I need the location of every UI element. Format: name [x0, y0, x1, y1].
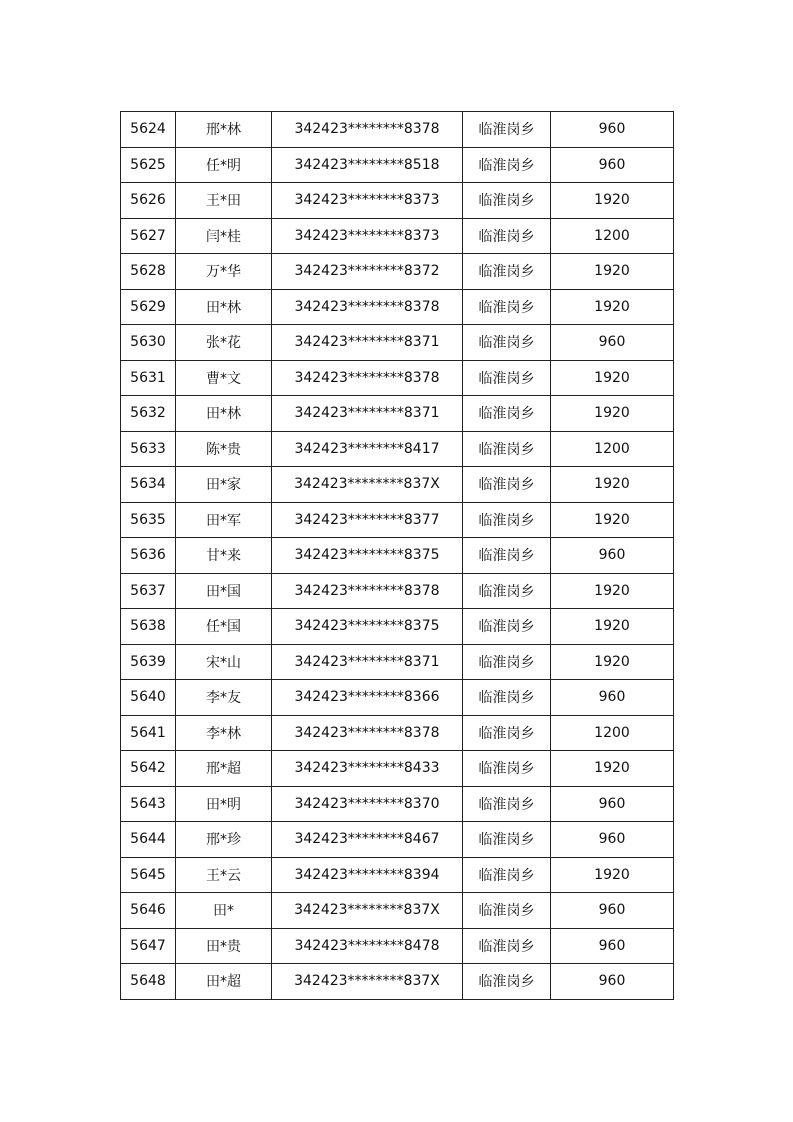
- row-number-cell: 5638: [121, 609, 176, 645]
- row-number-cell: 5632: [121, 396, 176, 432]
- amount-cell: 960: [551, 112, 674, 148]
- person-name-cell: 邢*超: [176, 751, 272, 787]
- id-number-cell: 342423********8371: [272, 325, 463, 361]
- township-cell: 临淮岗乡: [463, 431, 551, 467]
- row-number-cell: 5631: [121, 360, 176, 396]
- amount-cell: 1920: [551, 644, 674, 680]
- person-name-cell: 田*林: [176, 289, 272, 325]
- row-number-cell: 5630: [121, 325, 176, 361]
- person-name-cell: 闫*桂: [176, 218, 272, 254]
- records-table: [120, 111, 674, 1000]
- row-number-cell: 5639: [121, 644, 176, 680]
- person-name-cell: 甘*来: [176, 538, 272, 574]
- row-number-cell: 5647: [121, 928, 176, 964]
- table-row: [121, 822, 674, 858]
- id-number-cell: 342423********8370: [272, 786, 463, 822]
- township-cell: 临淮岗乡: [463, 325, 551, 361]
- id-number-cell: 342423********8378: [272, 715, 463, 751]
- amount-cell: 1920: [551, 467, 674, 503]
- person-name-cell: 任*国: [176, 609, 272, 645]
- township-cell: 临淮岗乡: [463, 360, 551, 396]
- id-number-cell: 342423********8366: [272, 680, 463, 716]
- table-row: [121, 218, 674, 254]
- id-number-cell: 342423********8373: [272, 218, 463, 254]
- amount-cell: 960: [551, 928, 674, 964]
- table-row: [121, 183, 674, 219]
- table-row: [121, 786, 674, 822]
- person-name-cell: 宋*山: [176, 644, 272, 680]
- person-name-cell: 曹*文: [176, 360, 272, 396]
- records-table-body: [121, 112, 674, 1000]
- person-name-cell: 王*云: [176, 857, 272, 893]
- amount-cell: 1200: [551, 715, 674, 751]
- id-number-cell: 342423********8372: [272, 254, 463, 290]
- amount-cell: 1920: [551, 609, 674, 645]
- id-number-cell: 342423********8375: [272, 609, 463, 645]
- township-cell: 临淮岗乡: [463, 218, 551, 254]
- id-number-cell: 342423********837X: [272, 964, 463, 1000]
- id-number-cell: 342423********8378: [272, 573, 463, 609]
- table-row: [121, 147, 674, 183]
- township-cell: 临淮岗乡: [463, 822, 551, 858]
- id-number-cell: 342423********8378: [272, 289, 463, 325]
- table-row: [121, 325, 674, 361]
- amount-cell: 960: [551, 822, 674, 858]
- row-number-cell: 5640: [121, 680, 176, 716]
- township-cell: 临淮岗乡: [463, 183, 551, 219]
- row-number-cell: 5641: [121, 715, 176, 751]
- person-name-cell: 万*华: [176, 254, 272, 290]
- row-number-cell: 5636: [121, 538, 176, 574]
- amount-cell: 1200: [551, 218, 674, 254]
- table-row: [121, 715, 674, 751]
- township-cell: 临淮岗乡: [463, 644, 551, 680]
- row-number-cell: 5637: [121, 573, 176, 609]
- table-row: [121, 360, 674, 396]
- township-cell: 临淮岗乡: [463, 147, 551, 183]
- id-number-cell: 342423********8394: [272, 857, 463, 893]
- id-number-cell: 342423********8467: [272, 822, 463, 858]
- amount-cell: 1920: [551, 254, 674, 290]
- id-number-cell: 342423********8478: [272, 928, 463, 964]
- person-name-cell: 陈*贵: [176, 431, 272, 467]
- table-row: [121, 112, 674, 148]
- row-number-cell: 5643: [121, 786, 176, 822]
- row-number-cell: 5634: [121, 467, 176, 503]
- township-cell: 临淮岗乡: [463, 893, 551, 929]
- table-row: [121, 751, 674, 787]
- amount-cell: 960: [551, 964, 674, 1000]
- row-number-cell: 5629: [121, 289, 176, 325]
- table-row: [121, 573, 674, 609]
- table-row: [121, 609, 674, 645]
- amount-cell: 960: [551, 325, 674, 361]
- table-row: [121, 431, 674, 467]
- table-row: [121, 502, 674, 538]
- row-number-cell: 5646: [121, 893, 176, 929]
- person-name-cell: 田*贵: [176, 928, 272, 964]
- amount-cell: 960: [551, 538, 674, 574]
- township-cell: 临淮岗乡: [463, 964, 551, 1000]
- township-cell: 临淮岗乡: [463, 573, 551, 609]
- township-cell: 临淮岗乡: [463, 609, 551, 645]
- row-number-cell: 5628: [121, 254, 176, 290]
- row-number-cell: 5624: [121, 112, 176, 148]
- township-cell: 临淮岗乡: [463, 396, 551, 432]
- township-cell: 临淮岗乡: [463, 538, 551, 574]
- person-name-cell: 邢*林: [176, 112, 272, 148]
- township-cell: 临淮岗乡: [463, 289, 551, 325]
- amount-cell: 1920: [551, 502, 674, 538]
- person-name-cell: 田*超: [176, 964, 272, 1000]
- id-number-cell: 342423********8378: [272, 112, 463, 148]
- row-number-cell: 5626: [121, 183, 176, 219]
- township-cell: 临淮岗乡: [463, 786, 551, 822]
- person-name-cell: 田*: [176, 893, 272, 929]
- amount-cell: 1920: [551, 360, 674, 396]
- person-name-cell: 田*家: [176, 467, 272, 503]
- table-row: [121, 538, 674, 574]
- township-cell: 临淮岗乡: [463, 715, 551, 751]
- table-row: [121, 396, 674, 432]
- amount-cell: 960: [551, 680, 674, 716]
- person-name-cell: 邢*珍: [176, 822, 272, 858]
- id-number-cell: 342423********8378: [272, 360, 463, 396]
- row-number-cell: 5625: [121, 147, 176, 183]
- township-cell: 临淮岗乡: [463, 467, 551, 503]
- township-cell: 临淮岗乡: [463, 928, 551, 964]
- person-name-cell: 王*田: [176, 183, 272, 219]
- row-number-cell: 5648: [121, 964, 176, 1000]
- person-name-cell: 田*林: [176, 396, 272, 432]
- table-row: [121, 467, 674, 503]
- township-cell: 临淮岗乡: [463, 680, 551, 716]
- person-name-cell: 任*明: [176, 147, 272, 183]
- id-number-cell: 342423********8375: [272, 538, 463, 574]
- id-number-cell: 342423********8377: [272, 502, 463, 538]
- township-cell: 临淮岗乡: [463, 502, 551, 538]
- table-row: [121, 928, 674, 964]
- person-name-cell: 李*友: [176, 680, 272, 716]
- amount-cell: 1920: [551, 396, 674, 432]
- table-row: [121, 857, 674, 893]
- row-number-cell: 5642: [121, 751, 176, 787]
- amount-cell: 1920: [551, 573, 674, 609]
- amount-cell: 960: [551, 786, 674, 822]
- row-number-cell: 5627: [121, 218, 176, 254]
- amount-cell: 960: [551, 147, 674, 183]
- amount-cell: 1920: [551, 751, 674, 787]
- id-number-cell: 342423********8371: [272, 644, 463, 680]
- id-number-cell: 342423********8433: [272, 751, 463, 787]
- table-row: [121, 254, 674, 290]
- township-cell: 临淮岗乡: [463, 857, 551, 893]
- table-row: [121, 680, 674, 716]
- person-name-cell: 李*林: [176, 715, 272, 751]
- amount-cell: 1920: [551, 183, 674, 219]
- row-number-cell: 5635: [121, 502, 176, 538]
- township-cell: 临淮岗乡: [463, 112, 551, 148]
- id-number-cell: 342423********8371: [272, 396, 463, 432]
- amount-cell: 960: [551, 893, 674, 929]
- person-name-cell: 田*军: [176, 502, 272, 538]
- amount-cell: 1920: [551, 857, 674, 893]
- row-number-cell: 5644: [121, 822, 176, 858]
- id-number-cell: 342423********837X: [272, 467, 463, 503]
- table-row: [121, 964, 674, 1000]
- person-name-cell: 田*明: [176, 786, 272, 822]
- id-number-cell: 342423********837X: [272, 893, 463, 929]
- township-cell: 临淮岗乡: [463, 254, 551, 290]
- person-name-cell: 张*花: [176, 325, 272, 361]
- amount-cell: 1920: [551, 289, 674, 325]
- amount-cell: 1200: [551, 431, 674, 467]
- id-number-cell: 342423********8518: [272, 147, 463, 183]
- table-row: [121, 893, 674, 929]
- row-number-cell: 5633: [121, 431, 176, 467]
- person-name-cell: 田*国: [176, 573, 272, 609]
- township-cell: 临淮岗乡: [463, 751, 551, 787]
- row-number-cell: 5645: [121, 857, 176, 893]
- id-number-cell: 342423********8373: [272, 183, 463, 219]
- id-number-cell: 342423********8417: [272, 431, 463, 467]
- table-row: [121, 644, 674, 680]
- table-row: [121, 289, 674, 325]
